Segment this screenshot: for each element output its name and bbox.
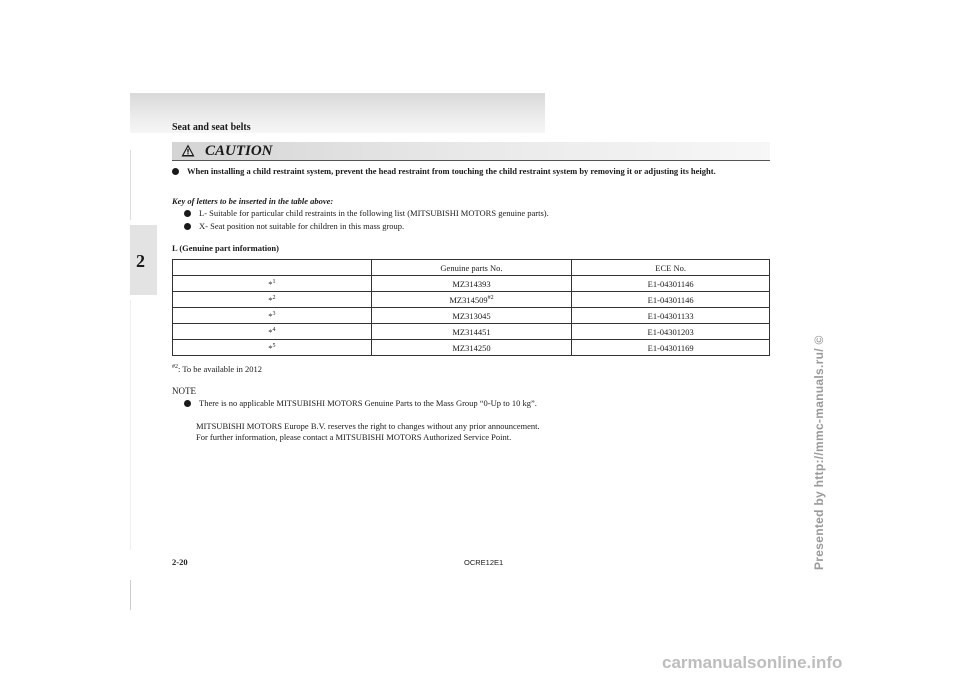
key-heading: Key of letters to be inserted in the table above: — [172, 196, 334, 206]
mark-cell: *$^1$ — [173, 276, 372, 292]
table-row — [173, 308, 770, 324]
bullet-icon — [172, 168, 179, 175]
table-row — [173, 276, 770, 292]
note-paragraph: For further information, please contact a MITSUBISHI MOTORS Authorized Service Point. — [196, 432, 512, 442]
section-title: Seat and seat belts — [172, 122, 251, 133]
margin-line — [130, 580, 131, 610]
note-heading: NOTE — [172, 386, 196, 396]
mark-cell: *$^4$ — [173, 324, 372, 340]
caution-title: CAUTION — [205, 143, 273, 159]
site-brand: carmanualsonline.info — [662, 653, 843, 672]
section-number: 2 — [136, 251, 145, 271]
caution-text: When installing a child restraint system, prevent the head restraint from touching the child restraint system by removing it or adjusting its height. — [187, 166, 716, 176]
ece-number-cell: E1-04301146 — [572, 292, 770, 308]
key-item-text: L- Suitable for particular child restraints in the following list (MITSUBISHI MOTORS genuine parts). — [199, 208, 549, 218]
footnote: $^{\#2}$: To be available in 2012 — [172, 364, 262, 374]
warning-triangle-icon — [181, 144, 195, 157]
document-code: OCRE12E1 — [464, 558, 504, 567]
margin-line — [130, 150, 131, 220]
table-header-row — [173, 260, 770, 276]
key-item — [184, 221, 404, 231]
key-item — [184, 208, 549, 218]
mark-cell: *$^2$ — [173, 292, 372, 308]
bullet-icon — [184, 400, 191, 407]
genuine-parts-heading: L (Genuine part information) — [172, 243, 279, 253]
margin-line — [130, 300, 131, 550]
caution-item — [172, 166, 716, 176]
ece-number-cell: E1-04301203 — [572, 324, 770, 340]
watermark: Presented by http://mmc-manuals.ru/ © — [812, 335, 826, 570]
part-number-cell: MZ314451 — [371, 324, 572, 340]
genuine-parts-table — [172, 259, 770, 356]
table-row — [173, 292, 770, 308]
note-item — [184, 398, 537, 408]
bullet-icon — [184, 210, 191, 217]
note-item-text: There is no applicable MITSUBISHI MOTORS Genuine Parts to the Mass Group “0-Up to 10 kg”. — [199, 398, 537, 408]
column-header — [173, 260, 372, 276]
table-row — [173, 340, 770, 356]
column-header: Genuine parts No. — [371, 260, 572, 276]
key-item-text: X- Seat position not suitable for children in this mass group. — [199, 221, 405, 231]
part-number-cell: MZ313045 — [371, 308, 572, 324]
part-number-cell: MZ314250 — [371, 340, 572, 356]
table-row — [173, 324, 770, 340]
bullet-icon — [184, 223, 191, 230]
part-number-cell: MZ314393 — [371, 276, 572, 292]
mark-cell: *$^3$ — [173, 308, 372, 324]
section-tab — [130, 225, 157, 295]
mark-cell: *$^5$ — [173, 340, 372, 356]
column-header: ECE No. — [572, 260, 770, 276]
note-paragraph: MITSUBISHI MOTORS Europe B.V. reserves the right to changes without any prior announcement. — [196, 421, 540, 431]
ece-number-cell: E1-04301169 — [572, 340, 770, 356]
page-number: 2-20 — [172, 557, 188, 567]
ece-number-cell: E1-04301146 — [572, 276, 770, 292]
ece-number-cell: E1-04301133 — [572, 308, 770, 324]
part-number-cell: MZ314509$^{\#2}$ — [371, 292, 572, 308]
